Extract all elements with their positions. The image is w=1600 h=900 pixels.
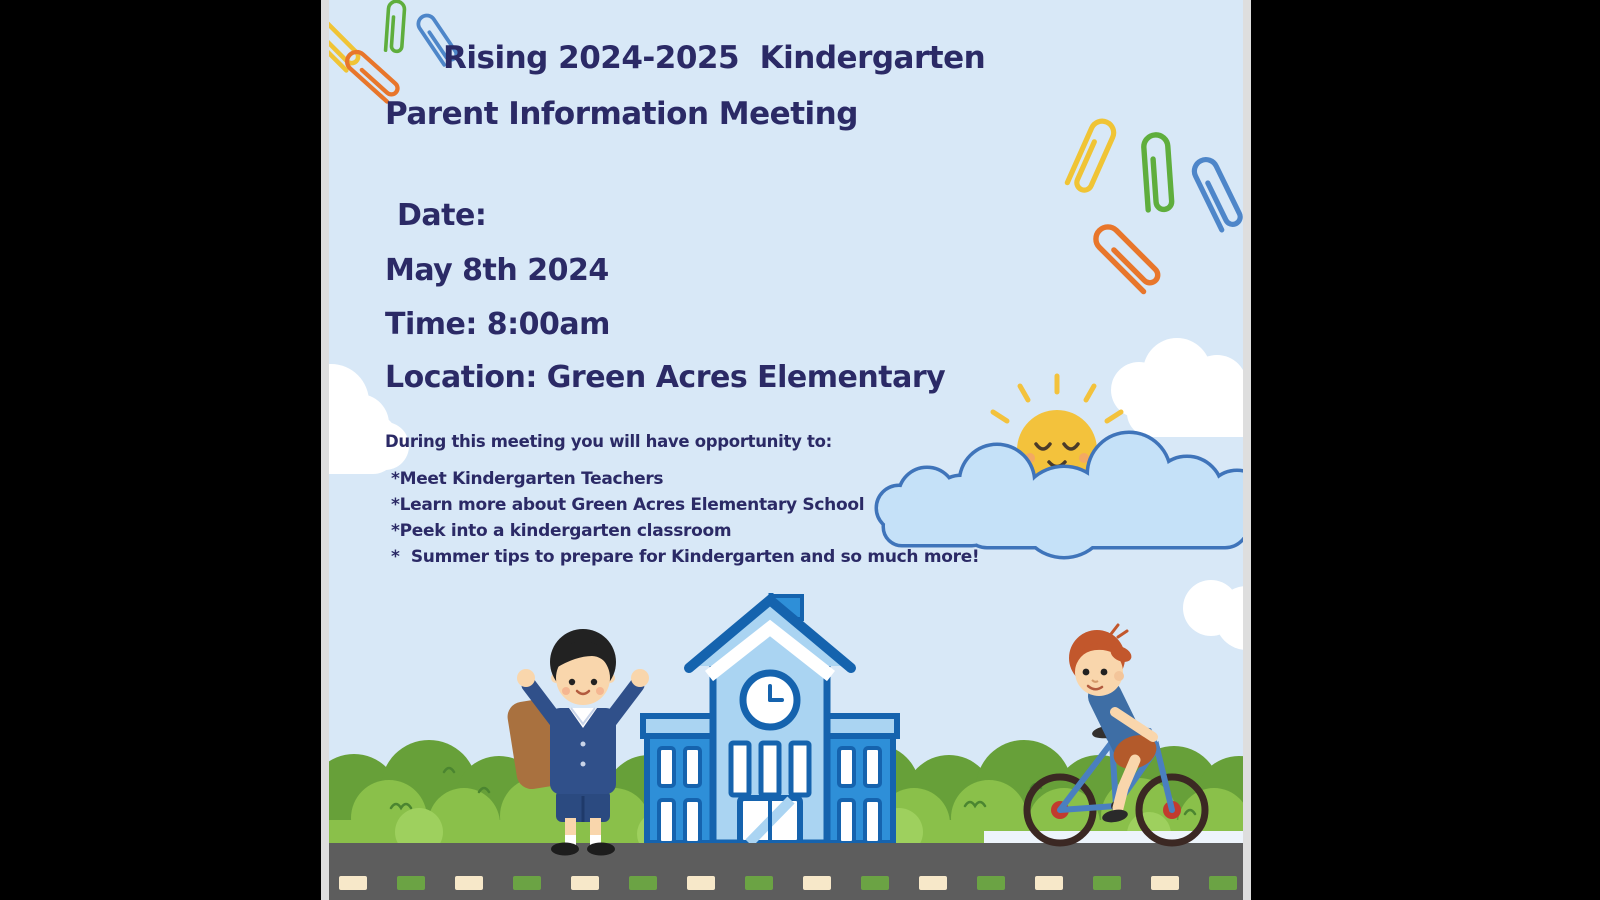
intro-line: During this meeting you will have opportunity to: (385, 432, 832, 451)
white-cloud-corner (1183, 580, 1243, 650)
bullet-item: *Peek into a kindergarten classroom (391, 521, 732, 541)
flyer-title-line1: Rising 2024-2025 Kindergarten (443, 40, 986, 76)
bullet-list (391, 466, 979, 570)
school-illustration (643, 593, 897, 843)
date-value: May 8th 2024 (385, 253, 609, 288)
sidewalk-strip (984, 831, 1243, 845)
date-label: Date: (397, 198, 487, 233)
flyer-title-line2: Parent Information Meeting (385, 96, 858, 132)
white-cloud-right (1111, 338, 1243, 437)
road-markings (329, 875, 1243, 891)
time-line: Time: 8:00am (385, 307, 610, 342)
bullet-item: * Summer tips to prepare for Kindergarten and so much more! (391, 547, 980, 567)
bullet-item: *Learn more about Green Acres Elementary School (391, 495, 865, 515)
location-line: Location: Green Acres Elementary (385, 360, 946, 395)
paperclip-icon (1067, 118, 1243, 292)
paperclip-icon (329, 1, 458, 102)
bullet-item: *Meet Kindergarten Teachers (391, 469, 664, 489)
cyclist-boy-illustration (1027, 625, 1205, 843)
road-illustration (329, 843, 1243, 900)
flyer-page (321, 0, 1251, 900)
